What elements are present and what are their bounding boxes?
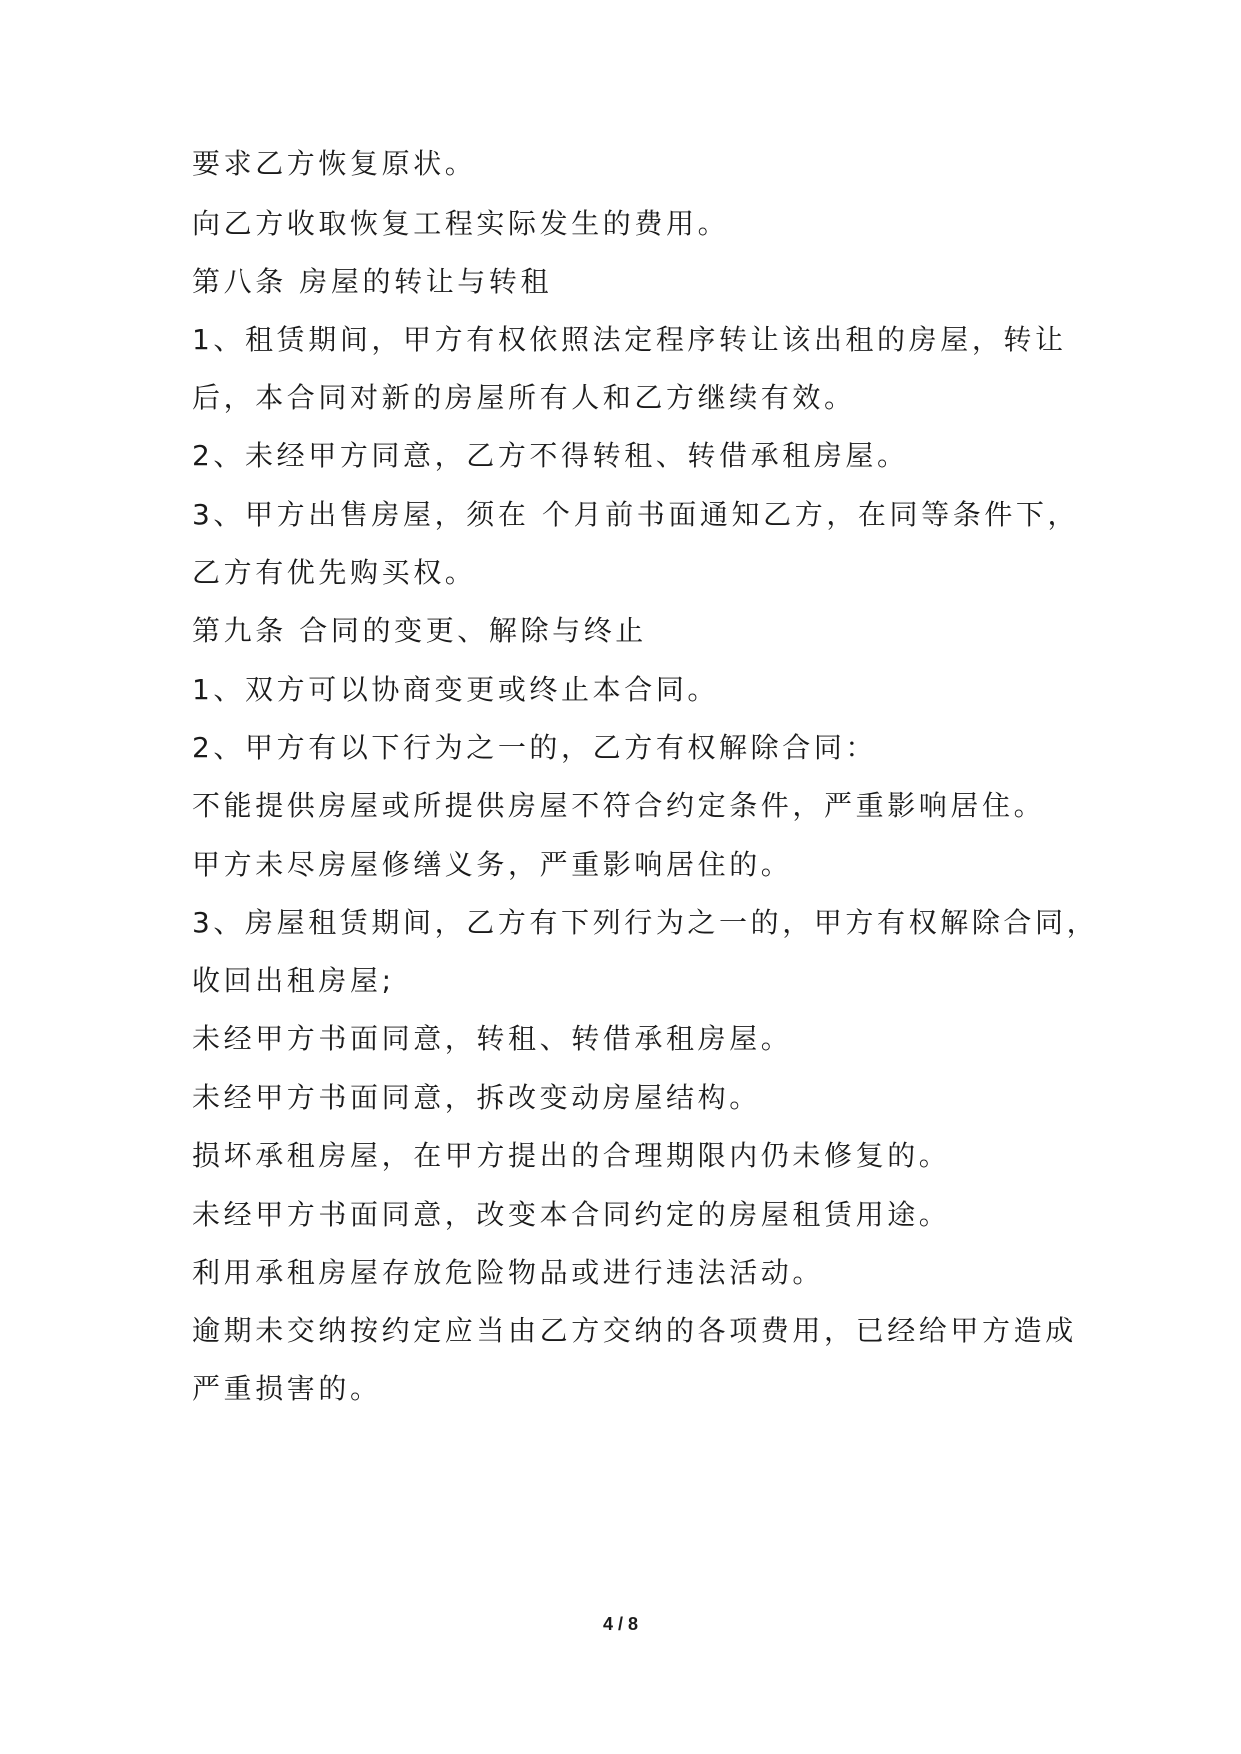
text-line: 损坏承租房屋，在甲方提出的合理期限内仍未修复的。 [192, 1139, 951, 1172]
text-line: 未经甲方书面同意，改变本合同约定的房屋租赁用途。 [192, 1198, 951, 1231]
text-line: 未经甲方书面同意，转租、转借承租房屋。 [192, 1022, 793, 1055]
text-line: 3、房屋租赁期间，乙方有下列行为之一的，甲方有权解除合同， [192, 906, 1099, 939]
text-line: 1、租赁期间，甲方有权依照法定程序转让该出租的房屋，转让 [192, 323, 1067, 356]
text-line: 后，本合同对新的房屋所有人和乙方继续有效。 [192, 381, 856, 414]
text-line: 收回出租房屋; [192, 964, 395, 997]
text-line: 3、甲方出售房屋，须在 个月前书面通知乙方，在同等条件下， [192, 498, 1080, 531]
text-line: 1、双方可以协商变更或终止本合同。 [192, 673, 720, 706]
section-heading: 第八条 房屋的转让与转租 [192, 265, 553, 298]
text-line: 向乙方收取恢复工程实际发生的费用。 [192, 207, 730, 240]
text-line: 2、未经甲方同意，乙方不得转租、转借承租房屋。 [192, 439, 909, 472]
text-line: 未经甲方书面同意，拆改变动房屋结构。 [192, 1081, 761, 1114]
text-line: 乙方有优先购买权。 [192, 556, 477, 589]
text-line: 不能提供房屋或所提供房屋不符合约定条件，严重影响居住。 [192, 789, 1046, 822]
section-heading: 第九条 合同的变更、解除与终止 [192, 614, 647, 647]
text-line: 甲方未尽房屋修缮义务，严重影响居住的。 [192, 848, 793, 881]
text-line: 2、甲方有以下行为之一的，乙方有权解除合同： [192, 731, 878, 764]
text-line: 逾期未交纳按约定应当由乙方交纳的各项费用，已经给甲方造成 [192, 1314, 1077, 1347]
text-line: 要求乙方恢复原状。 [192, 147, 477, 180]
text-line: 利用承租房屋存放危险物品或进行违法活动。 [192, 1256, 825, 1289]
page-number: 4 / 8 [602, 1614, 639, 1634]
text-line: 严重损害的。 [192, 1372, 382, 1405]
